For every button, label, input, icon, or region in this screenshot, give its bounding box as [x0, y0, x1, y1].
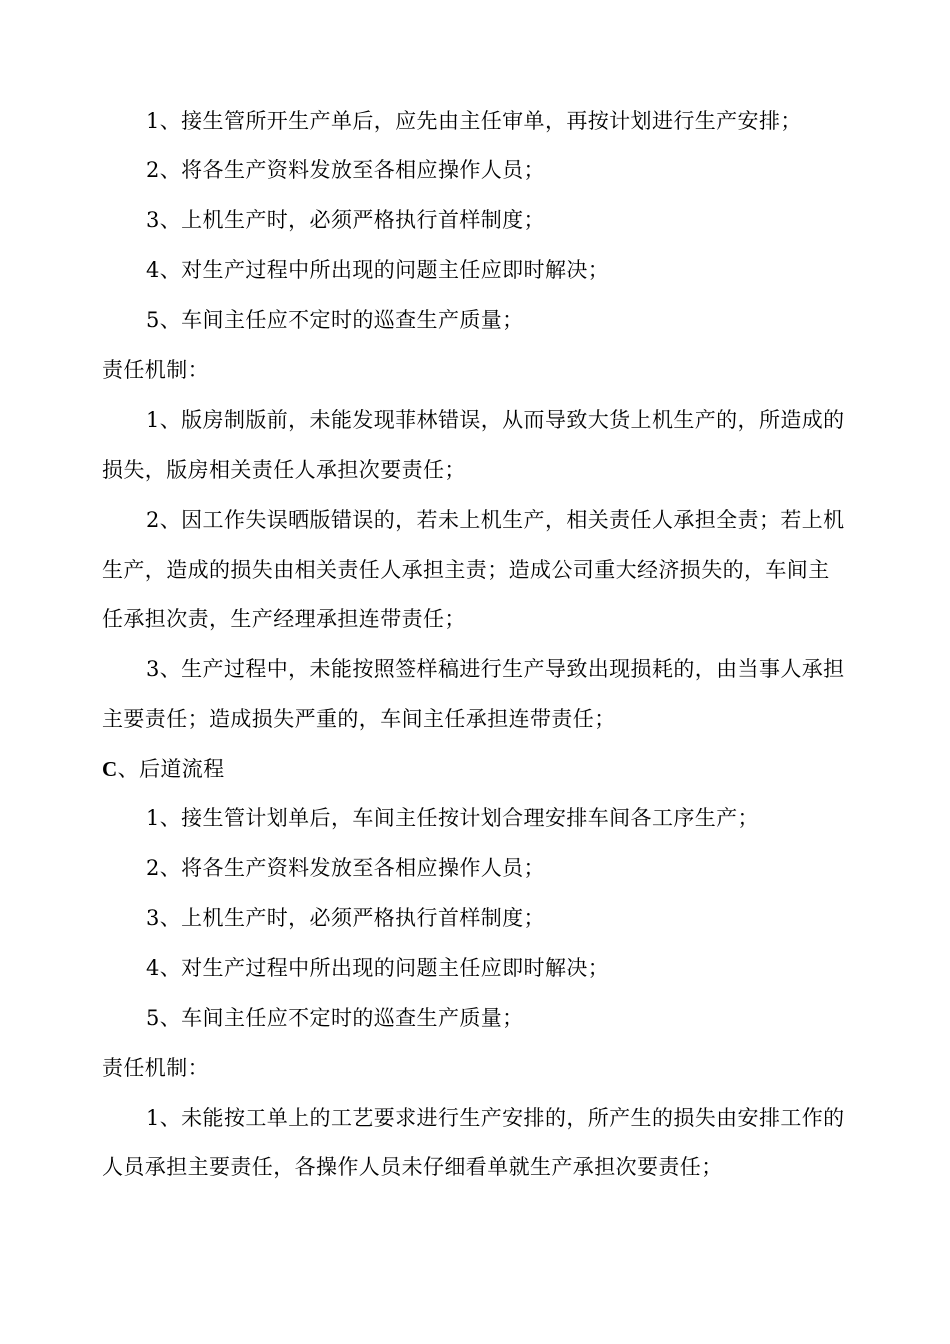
text-line: 任承担次责，生产经理承担连带责任； [102, 607, 466, 631]
text-line: 1、接生管所开生产单后，应先由主任审单，再按计划进行生产安排； [146, 109, 802, 133]
text-line: 3、上机生产时，必须严格执行首样制度； [146, 906, 545, 930]
section-heading [102, 754, 225, 784]
text-line: 3、生产过程中，未能按照签样稿进行生产导致出现损耗的，由当事人承担 [146, 657, 845, 681]
text-line: 2、因工作失误晒版错误的，若未上机生产，相关责任人承担全责；若上机 [146, 508, 845, 532]
text-line: 人员承担主要责任，各操作人员未仔细看单就生产承担次要责任； [102, 1155, 723, 1179]
text-line: 2、将各生产资料发放至各相应操作人员； [146, 856, 545, 880]
text-line: 生产，造成的损失由相关责任人承担主责；造成公司重大经济损失的，车间主 [102, 558, 830, 582]
text-line: 1、未能按工单上的工艺要求进行生产安排的，所产生的损失由安排工作的 [146, 1106, 845, 1130]
text-line: 4、对生产过程中所出现的问题主任应即时解决； [146, 258, 610, 282]
text-line: 主要责任；造成损失严重的，车间主任承担连带责任； [102, 707, 616, 731]
text-line: 4、对生产过程中所出现的问题主任应即时解决； [146, 956, 610, 980]
section-heading: 责任机制： [102, 358, 209, 382]
text-line: 2、将各生产资料发放至各相应操作人员； [146, 158, 545, 182]
text-line: 1、接生管计划单后，车间主任按计划合理安排车间各工序生产； [146, 806, 759, 830]
section-heading: 责任机制： [102, 1056, 209, 1080]
text-line: 1、版房制版前，未能发现菲林错误，从而导致大货上机生产的，所造成的 [146, 408, 845, 432]
section-title: 、后道流程 [117, 757, 225, 781]
text-line: 5、车间主任应不定时的巡查生产质量； [146, 308, 524, 332]
section-letter: C [102, 757, 118, 781]
text-line: 3、上机生产时，必须严格执行首样制度； [146, 208, 545, 232]
text-line: 5、车间主任应不定时的巡查生产质量； [146, 1006, 524, 1030]
text-line: 损失，版房相关责任人承担次要责任； [102, 458, 466, 482]
